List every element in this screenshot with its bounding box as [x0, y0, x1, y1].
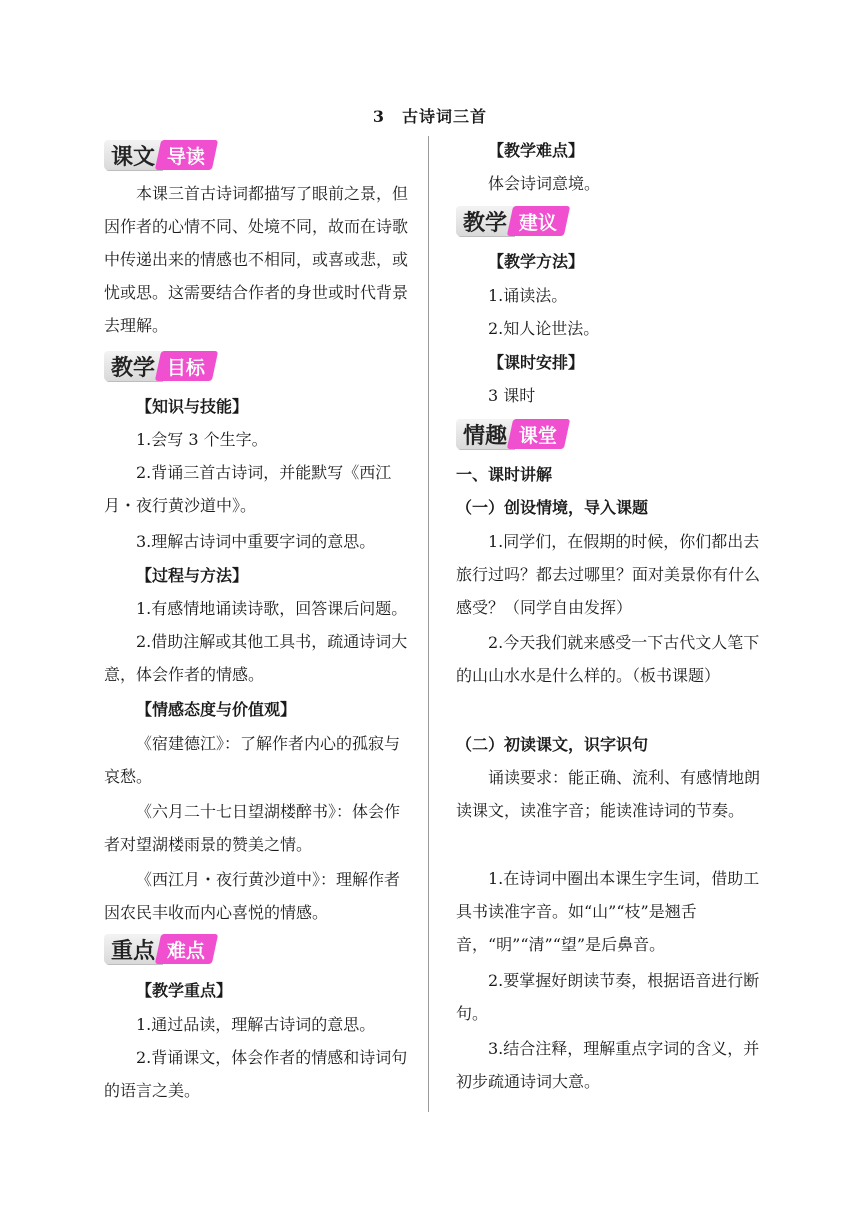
body-text: 3 课时: [488, 386, 536, 405]
body-text: 2.知人论世法。: [488, 319, 600, 338]
body-text: 2.今天我们就来感受一下古代文人笔下的山山水水是什么样的。（板书课题）: [456, 633, 760, 685]
banner-teaching-advice: [456, 204, 567, 238]
banner-label-main: 课文: [104, 140, 162, 170]
banner-label-accent: 建议: [519, 211, 558, 234]
goal-item: 2.背诵课文，体会作者的情感和诗词句的语言之美。: [104, 1048, 408, 1100]
banner-label-accent: 难点: [167, 939, 206, 962]
body-text: 诵读要求：能正确、流利、有感情地朗读课文，读准字音；能读准诗词的节奏。: [456, 768, 761, 820]
page-title: 3 古诗词三首: [372, 107, 488, 126]
banner-label-main: 重点: [104, 934, 162, 964]
section-heading: （二）初读课文，识字识句: [456, 735, 649, 754]
banner-label-accent: 目标: [167, 356, 206, 379]
goal-item: 1.有感情地诵读诗歌，回答课后问题。: [136, 599, 408, 618]
column-divider: [428, 136, 429, 1112]
banner-label-accent: 导读: [167, 145, 206, 168]
section-heading: 【知识与技能】: [136, 397, 249, 416]
banner-label-accent: 课堂: [519, 424, 558, 447]
section-heading: 【课时安排】: [488, 353, 585, 372]
body-text: 1.同学们，在假期的时候，你们都出去旅行过吗？都去过哪里？面对美景你有什么感受？（同学自由发挥）: [456, 532, 761, 617]
goal-item: 3.理解古诗词中重要字词的意思。: [136, 532, 376, 551]
goal-item: 1.通过品读，理解古诗词的意思。: [136, 1015, 376, 1034]
section-heading: （一）创设情境，导入课题: [456, 498, 649, 517]
section-heading: 【教学难点】: [488, 141, 585, 160]
section-heading: 一、课时讲解: [456, 465, 553, 484]
body-text: 体会诗词意境。: [488, 174, 601, 193]
banner-label-main: 情趣: [456, 419, 514, 449]
body-text: 3.结合注释，理解重点字词的含义，并初步疏通诗词大意。: [456, 1039, 760, 1091]
intro-paragraph: 本课三首古诗词都描写了眼前之景，但因作者的心情不同、处境不同，故而在诗歌中传递出来的情感也不相同，或喜或悲，或忧或思。这需要结合作者的身世或时代背景去理解。: [104, 184, 409, 335]
section-heading: 【情感态度与价值观】: [136, 700, 297, 719]
body-text: 1.诵读法。: [488, 286, 568, 305]
banner-lesson-guide: [104, 138, 215, 172]
goal-item: 2.背诵三首古诗词，并能默写《西江月・夜行黄沙道中》。: [104, 463, 392, 515]
banner-fun-class: [456, 417, 567, 451]
banner-key-difficult: [104, 932, 215, 966]
banner-teaching-goals: [104, 349, 215, 383]
goal-item: 《六月二十七日望湖楼醉书》：体会作者对望湖楼雨景的赞美之情。: [104, 802, 401, 854]
section-heading: 【教学方法】: [488, 252, 585, 271]
goal-item: 《宿建德江》：了解作者内心的孤寂与哀愁。: [104, 734, 401, 786]
section-heading: 【教学重点】: [136, 981, 233, 1000]
body-text: 1.在诗词中圈出本课生字生词，借助工具书读准字音。如“山”“枝”是翘舌音，“明”“清”“望”是后鼻音。: [456, 869, 760, 954]
goal-item: 1.会写 3 个生字。: [136, 430, 268, 449]
banner-label-main: 教学: [104, 351, 162, 381]
body-text: 2.要掌握好朗读节奏，根据语音进行断句。: [456, 971, 760, 1023]
banner-label-main: 教学: [456, 206, 514, 236]
goal-item: 2.借助注解或其他工具书，疏通诗词大意，体会作者的情感。: [104, 632, 408, 684]
goal-item: 《西江月・夜行黄沙道中》：理解作者因农民丰收而内心喜悦的情感。: [104, 870, 401, 922]
section-heading: 【过程与方法】: [136, 566, 249, 585]
